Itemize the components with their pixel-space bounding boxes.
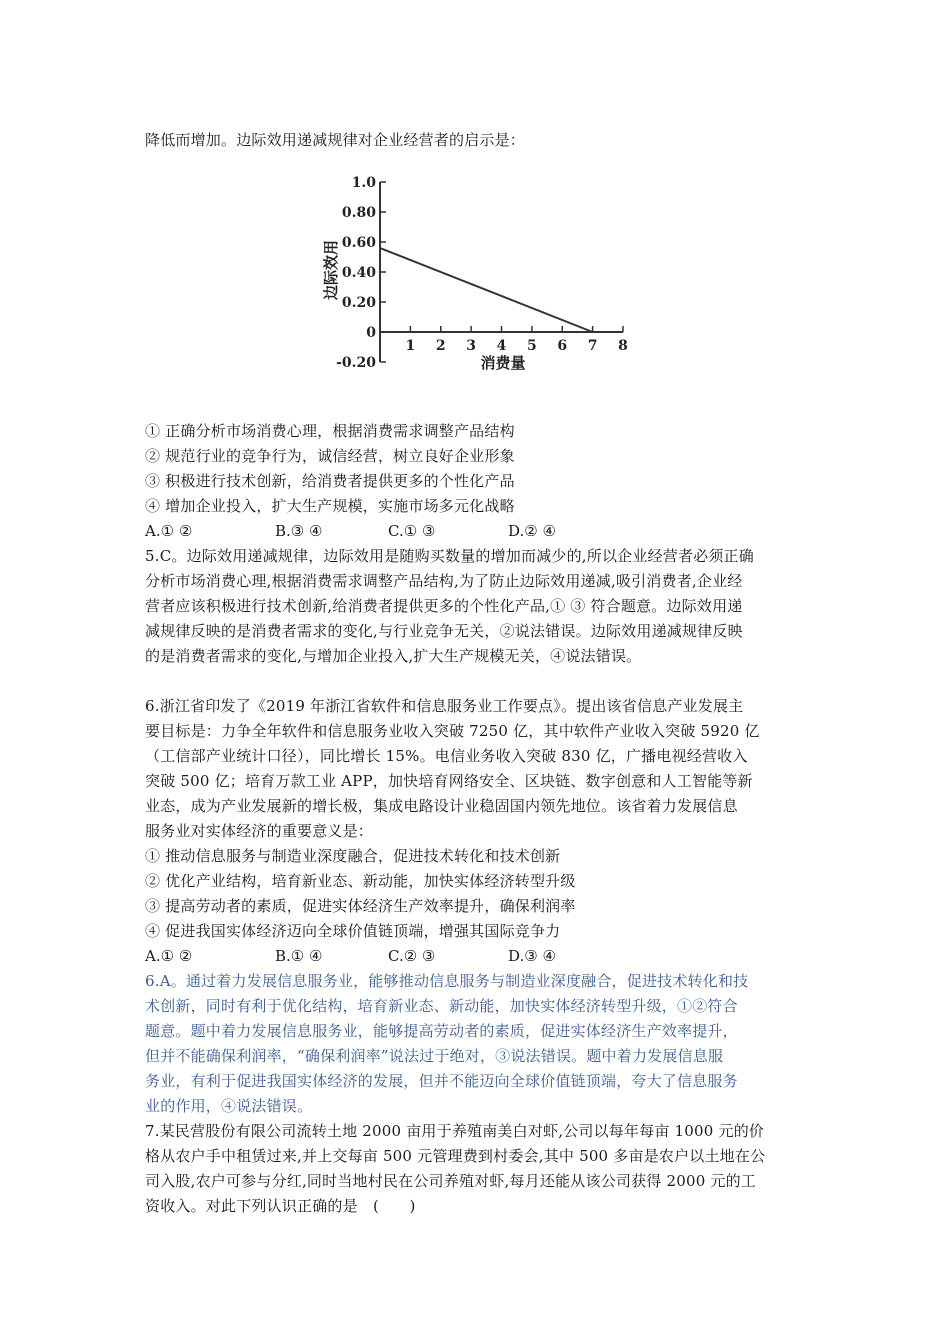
- x-tick-label: 2: [435, 338, 446, 354]
- q5-answer-line-1: 5.C。边际效用递减规律，边际效用是随购买数量的增加而减少的,所以企业经营者必须正确: [145, 547, 754, 565]
- q5-answer-line-4: 减规律反映的是消费者需求的变化,与行业竞争无关，②说法错误。边际效用递减规律反映: [145, 622, 743, 640]
- intro-line: 降低而增加。边际效用递减规律对企业经营者的启示是：: [145, 131, 526, 149]
- q6-answer-line-5: 务业，有利于促进我国实体经济的发展，但并不能迈向全球价值链顶端，夸大了信息服务: [145, 1072, 738, 1090]
- y-tick-label: 0.20: [341, 295, 376, 311]
- x-tick-label: 3: [466, 338, 476, 354]
- series-line: [380, 248, 593, 332]
- y-tick-label: 0.60: [341, 235, 376, 251]
- q6-stem-line-4: 突破 500 亿；培育万款工业 APP，加快培育网络安全、区块链、数字创意和人工智能等新: [145, 772, 753, 790]
- q6-item-3: ③ 提高劳动者的素质，促进实体经济生产效率提升，确保利润率: [145, 897, 576, 915]
- x-tick-label: 7: [587, 338, 598, 354]
- x-tick-label: 8: [618, 338, 628, 354]
- q6-item-2: ② 优化产业结构，培育新业态、新动能，加快实体经济转型升级: [145, 872, 576, 890]
- q7-stem-line-4: 资收入。对此下列认识正确的是 ( ): [145, 1197, 416, 1215]
- q6-item-1: ① 推动信息服务与制造业深度融合，促进技术转化和技术创新: [145, 847, 561, 865]
- q5-answer-line-5: 的是消费者需求的变化,与增加企业投入,扩大生产规模无关，④说法错误。: [145, 647, 642, 665]
- q7-stem-line-3: 司入股,农户可参与分红,同时当地村民在公司养殖对虾,每月还能从该公司获得 2000 元的工: [145, 1172, 757, 1190]
- y-tick-label: 1.0: [351, 175, 376, 191]
- q5-option-b: B.③ ④: [275, 522, 323, 540]
- q5-item-1: ① 正确分析市场消费心理，根据消费需求调整产品结构: [145, 422, 515, 440]
- q5-option-d: D.② ④: [508, 522, 556, 540]
- q6-stem-line-6: 服务业对实体经济的重要意义是：: [145, 822, 374, 840]
- q6-option-a: A.① ②: [145, 947, 193, 965]
- q5-answer-line-3: 营者应该积极进行技术创新,给消费者提供更多的个性化产品,① ③ 符合题意。边际效用递: [145, 597, 743, 615]
- q6-answer-line-6: 业的作用，④说法错误。: [145, 1097, 313, 1115]
- q6-option-b: B.① ④: [275, 947, 323, 965]
- q6-option-c: C.② ③: [388, 947, 436, 965]
- q6-stem-line-5: 业态，成为产业发展新的增长极，集成电路设计业稳固国内领先地位。该省着力发展信息: [145, 797, 738, 815]
- y-tick-label: 0.80: [341, 205, 376, 221]
- x-tick-label: 6: [557, 338, 568, 354]
- x-tick-label: 4: [496, 338, 507, 354]
- q6-stem-line-1: 6.浙江省印发了《2019 年浙江省软件和信息服务业工作要点》。提出该省信息产业发展主: [145, 697, 744, 715]
- q6-answer-line-2: 术创新，同时有利于优化结构，培育新业态、新动能，加快实体经济转型升级，①②符合: [145, 997, 738, 1015]
- q6-answer-line-1: 6.A。通过着力发展信息服务业，能够推动信息服务与制造业深度融合，促进技术转化和技: [145, 972, 749, 990]
- q7-stem-line-1: 7.某民营股份有限公司流转土地 2000 亩用于养殖南美白对虾,公司以每年每亩 1000 元的价: [145, 1122, 765, 1140]
- q7-stem-line-2: 格从农户手中租赁过来,并上交每亩 500 元管理费到村委会,其中 500 多亩是农户以土地在公: [145, 1147, 766, 1165]
- q5-answer-line-2: 分析市场消费心理,根据消费需求调整产品结构,为了防止边际效用递减,吸引消费者,企业经: [145, 572, 743, 590]
- x-axis-label: 消费量: [480, 354, 526, 372]
- q6-answer-line-3: 题意。题中着力发展信息服务业，能够提高劳动者的素质，促进实体经济生产效率提升，: [145, 1022, 738, 1040]
- y-tick-label: 0.40: [341, 265, 376, 281]
- y-tick-label: -0.20: [336, 355, 376, 371]
- y-tick-label: 0: [366, 325, 376, 341]
- q6-stem-line-3: （工信部产业统计口径），同比增长 15%。电信业务收入突破 830 亿，广播电视经营收入: [145, 747, 748, 765]
- q6-item-4: ④ 促进我国实体经济迈向全球价值链顶端，增强其国际竞争力: [145, 922, 561, 940]
- q5-item-3: ③ 积极进行技术创新，给消费者提供更多的个性化产品: [145, 472, 515, 490]
- q6-stem-line-2: 要目标是：力争全年软件和信息服务业收入突破 7250 亿，其中软件产业收入突破 5920 亿: [145, 722, 760, 740]
- y-axis-label: 边际效用: [322, 239, 340, 301]
- q6-option-d: D.③ ④: [508, 947, 556, 965]
- q5-option-c: C.① ③: [388, 522, 436, 540]
- q5-item-2: ② 规范行业的竞争行为，诚信经营，树立良好企业形象: [145, 447, 515, 465]
- x-tick-label: 5: [527, 338, 537, 354]
- q6-answer-line-4: 但并不能确保利润率，“确保利润率”说法过于绝对，③说法错误。题中着力发展信息服: [145, 1047, 724, 1065]
- q5-item-4: ④ 增加企业投入，扩大生产规模，实施市场多元化战略: [145, 497, 515, 515]
- q5-option-a: A.① ②: [145, 522, 193, 540]
- marginal-utility-chart: [318, 170, 638, 380]
- x-tick-label: 1: [405, 338, 416, 354]
